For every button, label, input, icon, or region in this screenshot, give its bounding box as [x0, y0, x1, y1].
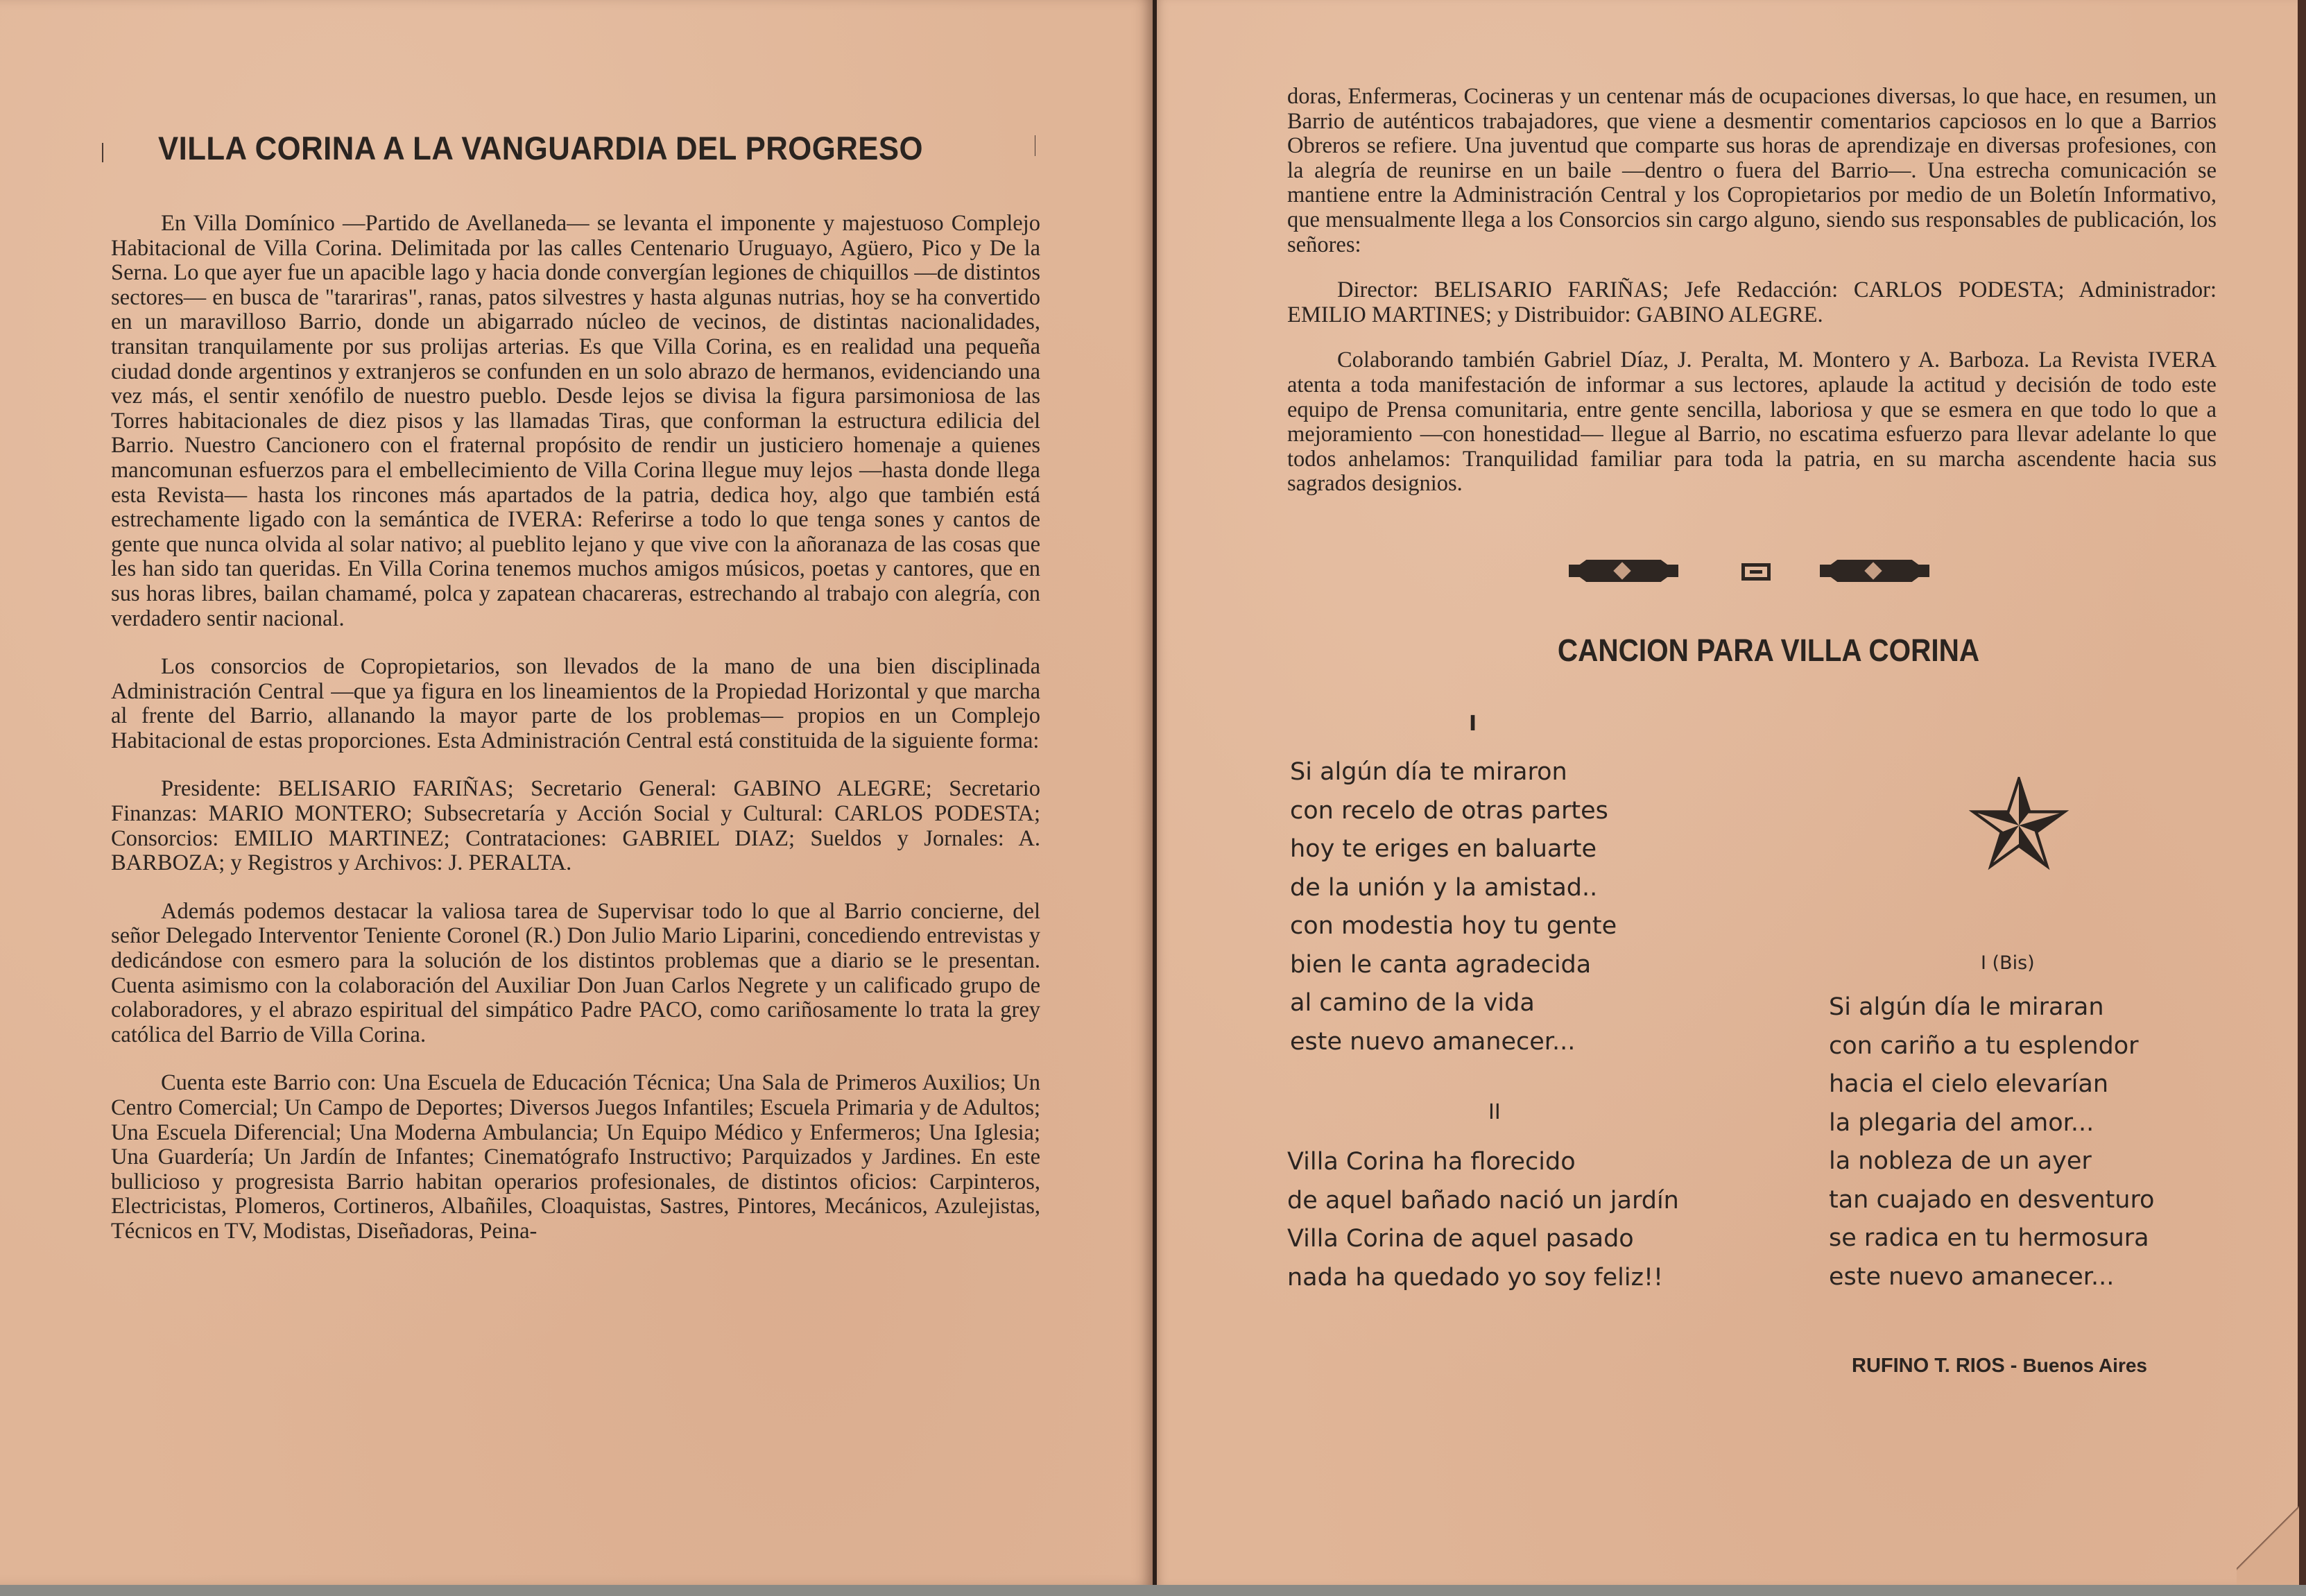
ornament-divider — [1569, 560, 1936, 587]
verse-line: se radica en tu hermosura — [1829, 1224, 2149, 1252]
verse-line: de aquel bañado nació un jardín — [1287, 1186, 1679, 1215]
verse-line: Si algún día le miraran — [1829, 993, 2104, 1021]
paragraph: Director: BELISARIO FARIÑAS; Jefe Redacción: CARLOS PODESTA; Administrador: EMILIO MARTINES; y Distribuidor: GABINO ALEGRE. — [1287, 277, 2217, 327]
author-name: RUFINO T. RIOS — [1852, 1355, 2005, 1377]
folded-corner — [2237, 1491, 2299, 1585]
margin-mark — [102, 143, 103, 162]
verse-line: con recelo de otras partes — [1290, 796, 1608, 825]
verse-line: bien le canta agradecida — [1290, 950, 1592, 979]
verse-number: II — [1488, 1100, 1501, 1124]
verse-2 — [1287, 1143, 1679, 1297]
paragraph: Presidente: BELISARIO FARIÑAS; Secretario General: GABINO ALEGRE; Secretario Finanzas: MARIO MONTERO; Subsecretaría y Acción Social y Cultural: CARLOS PODESTA; Consorcios: EMILIO MARTINEZ; Contrataciones: GABRIEL DIAZ; Sueldos y Jornales: A. BARBOZA; y Registros y Archivos: J. PERALTA. — [111, 776, 1040, 876]
verse-line: nada ha quedado yo soy feliz!! — [1287, 1263, 1664, 1292]
ornament-band-icon — [1820, 560, 1929, 582]
paragraph: Además podemos destacar la valiosa tarea de Supervisar todo lo que al Barrio concierne, del señor Delegado Interventor Teniente Coronel (R.) Don Julio Mario Liparini, concediendo entrevistas y dedicándose con esmero para la solución de los distintos problemas que a diario se le presentan. Cuenta asimismo con la colaboración del Auxiliar Don Juan Carlos Negrete y un calificado grupo de colaboradores, y el abrazo espiritual del simpático Padre PACO, como cariñosamente lo trata la grey católica del Barrio de Villa Corina. — [111, 898, 1040, 1047]
verse-line: hoy te eriges en baluarte — [1290, 835, 1597, 863]
verse-line: la nobleza de un ayer — [1829, 1147, 2092, 1175]
paragraph: En Villa Domínico —Partido de Avellaneda— se levanta el imponente y majestuoso Complejo Habitacional de Villa Corina. Delimitada por las calles Centenario Uruguayo, Agüero, Pico y De la Serna. Lo que ayer fue un apacible lago y hacia donde convergían legiones de chiquillos —de distintos sectores— en busca de "tarariras", ranas, patos silvestres y hasta algunas nutrias, hoy se ha convertido en un maravilloso Barrio, donde un abigarrado núcleo de vecinos, de distintas nacionalidades, transitan tranquilamente por sus prolijas arterias. Es que Villa Corina, es en realidad una pequeña ciudad donde argentinos y extranjeros se confunden en un solo abrazo de hermanos, evidenciando una vez más, el sentir xenófilo de nuestro pueblo. Desde lejos se divisa la figura parsimoniosa de las Torres habitacionales de diez pisos y las llamadas Tiras, que conforman la estructura edilicia del Barrio. Nuestro Cancionero con el fraternal propósito de rendir un justiciero homenaje a quienes mancomunan esfuerzos para el embellecimiento de Villa Corina llegue muy lejos —hasta donde llega esta Revista— hasta los rincones más apartados de la patria, dedica hoy, algo que también está estrechamente ligado con la semántica de IVERA: Referirse a todo lo que tenga sones y cantos de gente que nunca olvida al solar nativo; al pueblito lejano y que vive con la añoranaza de las cosas que les han sido tan queridas. En Villa Corina tenemos muchos amigos músicos, poetas y cantores, que en sus horas libres, bailan chamamé, polca y zapatean chacareras, estrechando al trabajo con alegría, con verdadero sentir nacional. — [111, 211, 1040, 631]
verse-line: Villa Corina ha florecido — [1287, 1148, 1576, 1176]
article-body-right — [1287, 85, 2217, 517]
author-place: Buenos Aires — [2022, 1355, 2147, 1376]
ornament-box-icon — [1741, 563, 1771, 581]
verse-line: hacia el cielo elevarían — [1829, 1070, 2109, 1098]
signature-separator: - — [2010, 1355, 2017, 1377]
verse-line: Villa Corina de aquel pasado — [1287, 1225, 1634, 1253]
paragraph: Cuenta este Barrio con: Una Escuela de Educación Técnica; Una Sala de Primeros Auxilios; Un Centro Comercial; Un Campo de Deportes; Diversos Juegos Infantiles; Escuela Primaria y de Adultos; Una Escuela Diferencial; Una Moderna Ambulancia; Un Equipo Médico y Enfermeros; Una Iglesia; Una Guardería; Un Jardín de Infantes; Cinematógrafo Instructivo; Parquizados y Jardines. En este bullicioso y progresista Barrio habitan operarios profesionales, de distintos oficios: Carpinteros, Electricistas, Plomeros, Cortineros, Albañiles, Cloaquistas, Sastres, Pintores, Mecánicos, Azulejistas, Técnicos en TV, Modistas, Diseñadoras, Peina- — [111, 1070, 1040, 1244]
verse-line: este nuevo amanecer... — [1290, 1027, 1576, 1056]
verse-line: tan cuajado en desventuro — [1829, 1185, 2155, 1214]
verse-line: Si algún día te miraron — [1290, 758, 1567, 786]
paragraph: Colaborando también Gabriel Díaz, J. Peralta, M. Montero y A. Barboza. La Revista IVERA atenta a toda manifestación de informar a sus lectores, aplaude la actitud y decisión de todo este equipo de Prensa comunitaria, entre gente sencilla, laboriosa y que se esmera en que todo lo que a mejoramiento —con honestidad— llegue al Barrio, no escatima esfuerzo para llevar adelante lo que todos anhelamos: Tranquilidad familiar para toda la patria, en su marcha ascendente hacia sus sagrados designios. — [1287, 347, 2217, 497]
song-signature — [1852, 1355, 2147, 1378]
verse-line: al camino de la vida — [1290, 989, 1535, 1017]
page-edge — [2298, 0, 2306, 1585]
article-body-left — [111, 212, 1040, 1268]
paragraph: doras, Enfermeras, Cocineras y un centenar más de ocupaciones diversas, lo que hace, en resumen, un Barrio de auténticos trabajadores, que viene a desmentir comentarios capciosos en lo que a Barrios Obreros se refiere. Una juventud que comparte sus horas de aprendizaje en diversas profesiones, con la alegría de reunirse en un baile —dentro o fuera del Barrio—. Una estrecha comunicación se mantiene entre la Administración Central y los Copropietarios por medio de un Boletín Informativo, que mensualmente llega a los Consorcios sin cargo alguno, siendo sus responsables de publicación, los señores: — [1287, 84, 2217, 257]
verse-number: I — [1469, 712, 1477, 736]
paragraph: Los consorcios de Copropietarios, son llevados de la mano de una bien disciplinada Administración Central —que ya figura en los lineamientos de la Propiedad Horizontal y que marcha al frente del Barrio, allanando la mayor parte de los problemas— propios en un Complejo Habitacional de estas proporciones. Esta Administración Central está constituida de la siguiente forma: — [111, 654, 1040, 753]
verse-line: la plegaria del amor... — [1829, 1108, 2094, 1137]
verse-number: I (Bis) — [1981, 952, 2035, 974]
verse-1 — [1290, 753, 1617, 1061]
verse-3 — [1829, 988, 2154, 1296]
verse-line: con modestia hoy tu gente — [1290, 912, 1617, 940]
song-title: CANCION PARA VILLA CORINA — [1557, 633, 1980, 668]
article-title: VILLA CORINA A LA VANGUARDIA DEL PROGRESO — [158, 130, 923, 166]
ornament-band-icon — [1569, 560, 1678, 582]
verse-line: con cariño a tu esplendor — [1829, 1031, 2139, 1060]
verse-line: este nuevo amanecer... — [1829, 1262, 2115, 1291]
left-page — [0, 0, 1153, 1585]
star-icon — [1967, 777, 2071, 874]
verse-line: de la unión y la amistad.. — [1290, 873, 1598, 902]
